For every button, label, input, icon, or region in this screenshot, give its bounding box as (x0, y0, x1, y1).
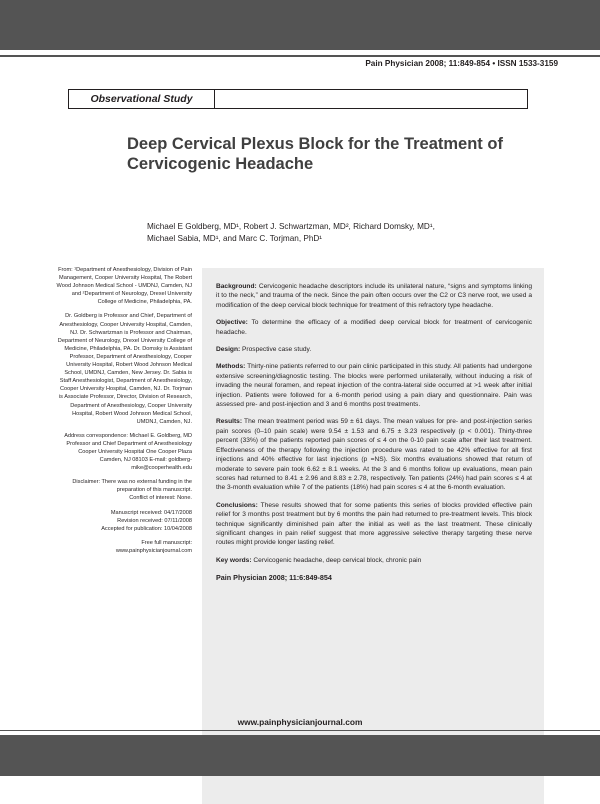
header-divider (0, 55, 600, 57)
affiliations: From: ¹Department of Anesthesiology, Division of Pain Management, Cooper University Hospital, The Robert Wood Johnson Medical School - UMDNJ, Camden, NJ and ²Department of Neurology, Drexel University College of Medicine, Philadelphia, PA. (56, 267, 192, 306)
section-label-box (68, 89, 528, 109)
date-revised: Revision received: 07/11/2008 (117, 517, 192, 524)
disclaimer (56, 478, 192, 502)
abstract-objective: Objective: To determine the efficacy of a modified deep cervical block for treatment of cervicogenic headache. (216, 319, 532, 336)
article-title (127, 134, 547, 174)
date-accepted: Accepted for publication: 10/04/2008 (101, 525, 192, 532)
abstract-results: Results: The mean treatment period was 59 ± 61 days. The mean values for pre- and post-injection series pain scores (0–10 pain scale) were 9.54 ± 1.53 and 6.75 ± 3.23 respectively (p < 0.001). Thirty-three percent (33%) of the patients reported pain scores of ≤ 4 on the 0-10 pain scale after their last treatment. Effectiveness of the therapy following the injection procedure was rated to be 42% effective for all first injections and 40% effective for last injections (p =NS). Six months evaluations showed that return of moderate to severe pain took 6.62 ± 8.1 weeks. At the 3 and 6 months follow up evaluations, mean pain scores had returned to 8.41 ± 2.96 and 8.83 ± 2.78, respectively. Ten patients (24%) had pain scores ≤ 4 at the 3-month evaluation while 7 of the patients (18%) had pain scores ≤ 4 at the 6-month evaluation. (216, 418, 532, 492)
date-received: Manuscript received: 04/17/2008 (110, 509, 192, 516)
author-bios: Dr. Goldberg is Professor and Chief, Department of Anesthesiology, Cooper University Hospital, Camden, NJ. Dr. Schwartzman is Professor and Chairman, Department of Neurology, Drexel University College of Medicine, Philadelphia, PA. Dr. Domsky is Assistant Professor, Department of Anesthesiology, Cooper University Hospital, Robert Wood Johnson Medical School, UMDNJ, Camden, New Jersey. Dr. Sabia is Staff Anesthesiologist, Department of Anesthesiology, Cooper University Hospital, Camden, NJ. Dr. Torjman is Associate Professor, Director, Division of Research, Department of Anesthesiology, Cooper University Hospital, Robert Wood Johnson Medical School, UMDNJ, Camden, NJ. (57, 313, 192, 425)
footer-divider (0, 730, 600, 731)
footer-url[interactable]: www.painphysicianjournal.com (237, 717, 363, 727)
free-manuscript-link[interactable]: www.painphysicianjournal.com (115, 547, 192, 554)
abstract-keywords: Key words: Cervicogenic headache, deep cervical block, chronic pain (216, 556, 422, 564)
free-manuscript-label: Free full manuscript: (141, 539, 192, 546)
abstract-design: Design: Prospective case study. (216, 346, 312, 354)
footer-bar (0, 735, 600, 776)
abstract-conclusions: Conclusions: These results showed that for some patients this series of blocks provided effective pain relief for 3 months post treatment but by 6 months the pain had returned to pre-treatment levels. This block technique significantly diminished pain after the initial as well as the last treatment. These clinically significant changes in pain relief suggest that more aggressive selective therapy targeting these nerve routes might provide longer lasting relief. (216, 501, 532, 547)
disclaimer-text: Disclaimer: There was no external funding in the preparation of this manuscript. (72, 479, 192, 494)
abstract-methods: Methods: Thirty-nine patients referred to our pain clinic participated in this study. All patients had undergone extensive screening/diagnostic testing. The blocks were performed unilaterally, without inducing a risk of invading the neural foramen, and repeat injection of the contra-lateral side occurred at >1 week after initial injection. Patients were followed for a 6-month period using a pain diary and questionnaire. Pain was assessed pre- and post-injection and 3 and 6 months post treatments. (216, 363, 532, 409)
author-info-sidebar (56, 266, 192, 561)
section-label: Observational Study (69, 90, 215, 108)
manuscript-dates (56, 509, 192, 533)
abstract-background: Background: Cervicogenic headache descriptors include its unilateral nature, “signs and symptoms linking it to the neck,” and trauma of the neck. Since the pain often occurs over the C2 or C3 nerve root, we used a modification of the deep cervical block technique for treatment of this refractory type headache. (216, 283, 532, 309)
header-bar (0, 0, 600, 50)
authors-line-1: Michael E Goldberg, MD¹, Robert J. Schwartzman, MD², Richard Domsky, MD¹, (147, 222, 435, 231)
author-list (147, 221, 567, 245)
conflict-of-interest: Conflict of interest: None. (129, 495, 192, 502)
authors-line-2: Michael Sabia, MD¹, and Marc C. Torjman, PhD¹ (147, 234, 323, 243)
title-line-2: Cervicogenic Headache (127, 155, 314, 173)
title-line-1: Deep Cervical Plexus Block for the Treatment of (127, 135, 503, 153)
journal-reference: Pain Physician 2008; 11:849-854 • ISSN 1533-3159 (365, 59, 558, 68)
citation: Pain Physician 2008; 11:6:849-854 (216, 573, 332, 583)
free-manuscript (56, 539, 192, 555)
correspondence-address: Address correspondence: Michael E. Goldberg, MD Professor and Chief Department of Anesthesiology Cooper University Hospital One Cooper Plaza Camden, NJ 08103 E-mail: goldberg-mike@cooperhealth.edu (64, 432, 192, 472)
